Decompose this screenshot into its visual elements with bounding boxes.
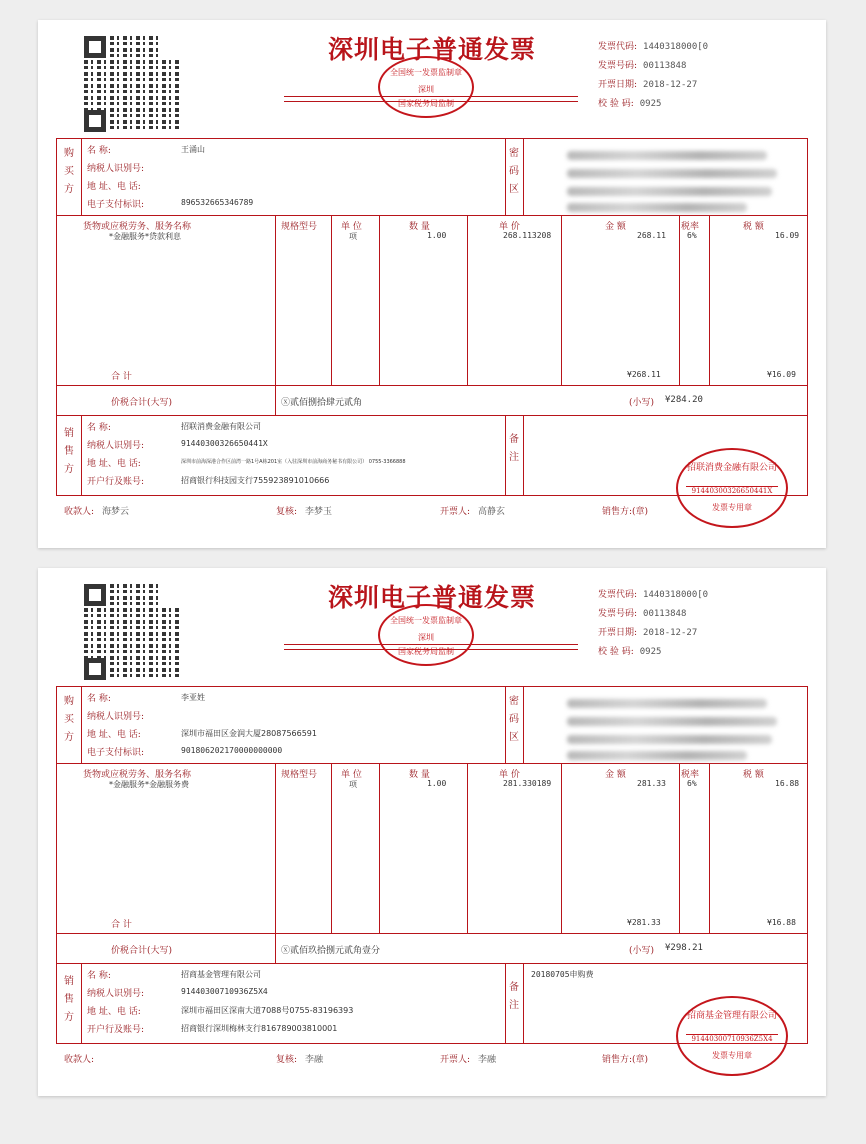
buyer-name: 王涌山 <box>181 145 205 154</box>
seller-bank: 招商银行科技园支行755923891010666 <box>181 476 330 485</box>
total-label: 合 计 <box>111 372 132 382</box>
seller-side-label: 销售方 <box>64 976 74 1023</box>
total-tax: ¥16.88 <box>767 918 796 927</box>
buyer-side-label: 购买方 <box>64 696 74 743</box>
reviewer: 复核: 李融 <box>276 1055 324 1065</box>
item-rate: 6% <box>687 231 697 240</box>
seller-stamp-label: 销售方:(章) <box>602 507 649 517</box>
invoice-grid: 购买方 名 称: 李亚姓 纳税人识别号: 地 址、电 话: 深圳市福田区金润大厦28087566591 电子支付标识: 901806202170000000000 密码区 货物或应税劳务、服务名称 规格型号 单 位 数 量 单 价 金 额 税率 税 额 *金融服务*金融服务费 项 1.00 281.330189 281.33 6% 16.88 合 计 ¥281.33 ¥16.88 价税合计(大写) ⓧ贰佰玖拾捌元贰角壹分 (小写) ¥298.21 销售方 名 称: 招商基金管理有限公司 纳税人识别号: 91440300710936Z5X4 地 址、电 话: 深圳市福田区深南大道7088号0755-83196393 开户行及账号: 招商银行深圳梅林支行816789003810001 备注 20180705申购费 <box>56 686 808 1044</box>
cipher-area-label: 密码区 <box>509 148 519 195</box>
buyer-name: 李亚姓 <box>181 693 205 702</box>
payee: 收款人: <box>64 1055 95 1065</box>
seller-bank: 招商银行深圳梅林支行816789003810001 <box>181 1024 338 1033</box>
invoice-code: 1440318000[0 <box>643 590 709 600</box>
seller-seal: 招联消费金融有限公司 91440300326650441X 发票专用章 <box>676 448 788 528</box>
total-amount: ¥268.11 <box>627 370 661 379</box>
supervision-seal: 全国统一发票监制章 深圳 国家税务局监制 <box>378 604 474 666</box>
item-unit: 项 <box>349 232 357 241</box>
invoice-2 <box>38 568 826 1096</box>
item-amount: 268.11 <box>637 231 666 240</box>
grand-total-label: 价税合计(大写) <box>111 398 173 408</box>
total-tax: ¥16.09 <box>767 370 796 379</box>
cipher-text <box>567 151 767 160</box>
invoice-date: 2018-12-27 <box>643 628 698 638</box>
item-unit: 项 <box>349 780 357 789</box>
invoice-meta: 发票代码: 1440318000[0 发票号码: 00113848 开票日期: 2018-12-27 校 验 码: 0925 <box>598 42 709 109</box>
invoice-grid: 购买方 名 称: 王涌山 纳税人识别号: 地 址、电 话: 电子支付标识: 896532665346789 密码区 货物或应税劳务、服务名称 规格型号 单 位 数 量 单 价 金 额 税率 税 额 *金融服务*贷款利息 项 1.00 268.113208 268.11 6% 16.09 合 计 ¥268.11 ¥16.09 价税合计(大写) ⓧ贰佰捌拾肆元贰角 (小写) ¥284.20 销售方 名 称: 招联消费金融有限公司 纳税人识别号: 91440300326650441X 地 址、电 话: 深圳市前海深港合作区前湾一路1号A栋201室（入驻深圳市前海商务秘书有限公司） 0755-3366888 开户行及账号: 招商银行科技园支行755923891010666 备注 <box>56 138 808 496</box>
item-tax: 16.09 <box>775 231 800 240</box>
seller-stamp-label: 销售方:(章) <box>602 1055 649 1065</box>
remark-label: 备注 <box>509 434 519 463</box>
invoice-date: 2018-12-27 <box>643 80 698 90</box>
grand-total-words: ⓧ贰佰捌拾肆元贰角 <box>281 398 363 408</box>
remark-text: 20180705申购费 <box>531 970 594 979</box>
buyer-side-label: 购买方 <box>64 148 74 195</box>
buyer-pay-id: 896532665346789 <box>181 198 254 207</box>
seller-name: 招联消费金融有限公司 <box>181 422 261 431</box>
seller-tax-id: 91440300710936Z5X4 <box>181 987 268 996</box>
invoice-number: 00113848 <box>643 609 687 619</box>
reviewer: 复核: 李梦玉 <box>276 507 333 517</box>
seller-name: 招商基金管理有限公司 <box>181 970 261 979</box>
check-code: 0925 <box>639 99 662 109</box>
seller-tax-id: 91440300326650441X <box>181 439 268 448</box>
seller-address: 深圳市前海深港合作区前湾一路1号A栋201室（入驻深圳市前海商务秘书有限公司） 0755-3366888 <box>181 459 406 465</box>
item-tax: 16.88 <box>775 779 800 788</box>
supervision-seal: 全国统一发票监制章 深圳 国家税务局监制 <box>378 56 474 118</box>
item-qty: 1.00 <box>427 231 447 240</box>
invoice-title: 深圳电子普通发票 <box>327 35 536 64</box>
total-label: 合 计 <box>111 920 132 930</box>
item-price: 281.330189 <box>503 779 552 788</box>
seller-side-label: 销售方 <box>64 428 74 475</box>
seller-address: 深圳市福田区深南大道7088号0755-83196393 <box>181 1006 354 1015</box>
check-code: 0925 <box>639 647 662 657</box>
item-rate: 6% <box>687 779 697 788</box>
item-price: 268.113208 <box>503 231 552 240</box>
seller-seal: 招商基金管理有限公司 91440300710936Z5X4 发票专用章 <box>676 996 788 1076</box>
cipher-area-label: 密码区 <box>509 696 519 743</box>
remark-label: 备注 <box>509 982 519 1011</box>
buyer-address: 深圳市福田区金润大厦28087566591 <box>181 729 317 738</box>
drawer: 开票人: 高静玄 <box>440 507 506 517</box>
item-goods: *金融服务*贷款利息 <box>109 232 181 241</box>
grand-total-label: 价税合计(大写) <box>111 946 173 956</box>
cipher-text <box>567 699 767 708</box>
item-amount: 281.33 <box>637 779 666 788</box>
drawer: 开票人: 李融 <box>440 1055 497 1065</box>
total-amount: ¥281.33 <box>627 918 661 927</box>
payee: 收款人: 海梦云 <box>64 507 130 517</box>
invoice-1 <box>38 20 826 548</box>
grand-total-figure: ¥284.20 <box>665 395 703 405</box>
grand-total-figure: ¥298.21 <box>665 943 703 953</box>
invoice-number: 00113848 <box>643 61 687 71</box>
item-qty: 1.00 <box>427 779 447 788</box>
buyer-pay-id: 901806202170000000000 <box>181 746 283 755</box>
invoice-title: 深圳电子普通发票 <box>327 583 536 612</box>
grand-total-words: ⓧ贰佰玖拾捌元贰角壹分 <box>281 946 381 956</box>
item-goods: *金融服务*金融服务费 <box>109 780 189 789</box>
invoice-code: 1440318000[0 <box>643 42 709 52</box>
invoice-meta: 发票代码: 1440318000[0 发票号码: 00113848 开票日期: 2018-12-27 校 验 码: 0925 <box>598 590 709 657</box>
